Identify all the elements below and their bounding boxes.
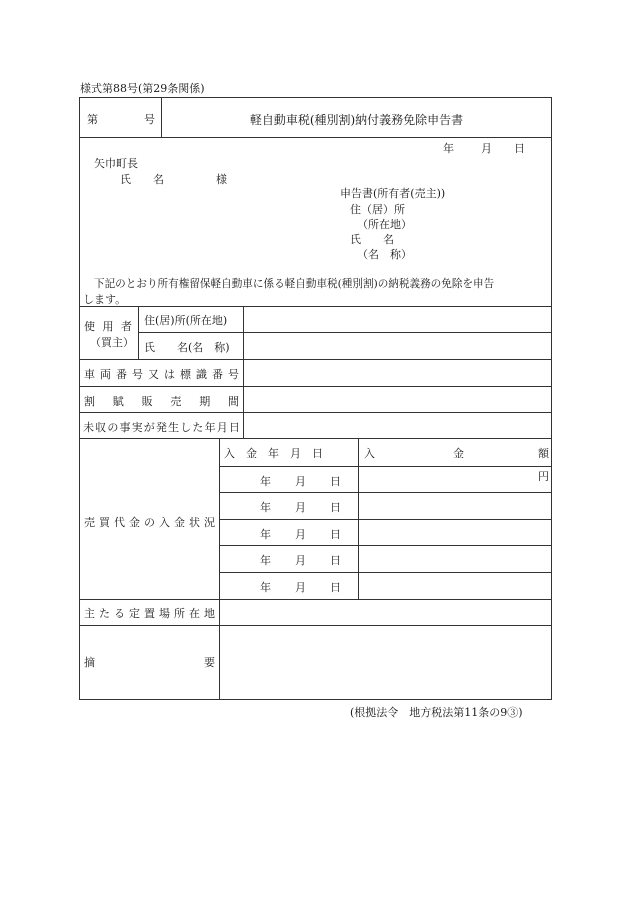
payment-row-2-year: 年 bbox=[260, 501, 271, 514]
declaration-line-1: 下記のとおり所有権留保軽自動車に係る軽自動車税(種別割)の納税義務の免除を申告 bbox=[94, 278, 495, 290]
payment-amount-header-left: 入 bbox=[364, 447, 375, 460]
form-body bbox=[79, 138, 552, 700]
remarks-field[interactable] bbox=[220, 626, 550, 699]
number-prefix: 第 bbox=[87, 113, 98, 126]
declaration-line-2: します。 bbox=[83, 293, 127, 306]
date-day-label: 日 bbox=[514, 142, 525, 155]
unpaid-date-label: 未 収 の 事 実 が 発 生 し た 年 月 日 bbox=[83, 421, 240, 434]
applicant-heading: 申告書(所有者(売主)) bbox=[340, 187, 446, 200]
payment-row-2-day: 日 bbox=[330, 501, 341, 514]
user-address-field[interactable] bbox=[244, 307, 550, 332]
storage-location-label: 主 た る 定 置 場 所 在 地 bbox=[84, 607, 215, 620]
applicant-address-sub: （所在地） bbox=[357, 218, 412, 231]
row-line-4 bbox=[80, 438, 551, 439]
applicant-name-sub: （名 称） bbox=[357, 248, 412, 261]
payment-date-header: 入 金 年 月 日 bbox=[224, 447, 323, 460]
addressee-sama: 様 bbox=[216, 173, 227, 186]
user-address-label: 住(居)所(所在地) bbox=[144, 314, 228, 327]
payment-row-4-year: 年 bbox=[260, 554, 271, 567]
applicant-address-label: 住（居）所 bbox=[350, 203, 405, 216]
vehicle-number-field[interactable] bbox=[244, 360, 550, 386]
payment-row-5-day: 日 bbox=[330, 581, 341, 594]
header-table bbox=[79, 97, 552, 138]
payment-row-5-year: 年 bbox=[260, 581, 271, 594]
yen-unit: 円 bbox=[538, 470, 549, 483]
payment-row-1-day: 日 bbox=[330, 475, 341, 488]
buyer-label: （買主） bbox=[90, 336, 134, 349]
legal-basis-note: (根拠法令 地方税法第11条の9③) bbox=[350, 706, 523, 719]
payment-row-1-month: 月 bbox=[295, 475, 306, 488]
number-suffix: 号 bbox=[144, 113, 155, 126]
payment-amount-field-1[interactable] bbox=[359, 467, 550, 492]
user-name-field[interactable] bbox=[244, 333, 550, 359]
payment-amount-field-5[interactable] bbox=[359, 573, 550, 599]
payment-row-3-year: 年 bbox=[260, 528, 271, 541]
payment-row-3-month: 月 bbox=[295, 528, 306, 541]
payment-amount-header-mid: 金 bbox=[453, 447, 464, 460]
remarks-label-left: 摘 bbox=[84, 656, 95, 669]
remarks-label-right: 要 bbox=[204, 656, 215, 669]
payment-amount-field-3[interactable] bbox=[359, 520, 550, 545]
vehicle-number-label: 車 両 番 号 又 は 標 識 番 号 bbox=[84, 368, 239, 381]
payment-row-4-month: 月 bbox=[295, 554, 306, 567]
form-number: 様式第88号(第29条関係) bbox=[80, 82, 205, 95]
unpaid-date-field[interactable] bbox=[244, 413, 550, 438]
addressee-office: 矢巾町長 bbox=[94, 157, 138, 170]
payment-row-5-month: 月 bbox=[295, 581, 306, 594]
applicant-name-label: 氏 名 bbox=[350, 233, 394, 246]
document-number-cell[interactable] bbox=[80, 98, 162, 137]
payment-amount-field-2[interactable] bbox=[359, 493, 550, 519]
user-label-divider bbox=[138, 306, 139, 359]
form-title: 軽自動車税(種別割)納付義務免除申告書 bbox=[249, 113, 464, 127]
date-year-label: 年 bbox=[443, 142, 454, 155]
date-month-label: 月 bbox=[481, 142, 492, 155]
payment-status-label: 売 買 代 金 の 入 金 状 況 bbox=[84, 516, 215, 529]
payment-row-1-year: 年 bbox=[260, 475, 271, 488]
payment-row-3-day: 日 bbox=[330, 528, 341, 541]
user-label: 使 用 者 bbox=[84, 320, 132, 333]
payment-amount-header-right: 額 bbox=[538, 447, 549, 460]
payment-amount-field-4[interactable] bbox=[359, 546, 550, 572]
payment-row-2-month: 月 bbox=[295, 501, 306, 514]
installment-period-label: 割 賦 販 売 期 間 bbox=[84, 395, 239, 408]
addressee-name-label: 氏 名 bbox=[120, 173, 164, 186]
payment-row-4-day: 日 bbox=[330, 554, 341, 567]
storage-location-field[interactable] bbox=[220, 600, 550, 625]
user-name-label: 氏 名(名 称) bbox=[144, 341, 230, 354]
installment-period-field[interactable] bbox=[244, 387, 550, 412]
